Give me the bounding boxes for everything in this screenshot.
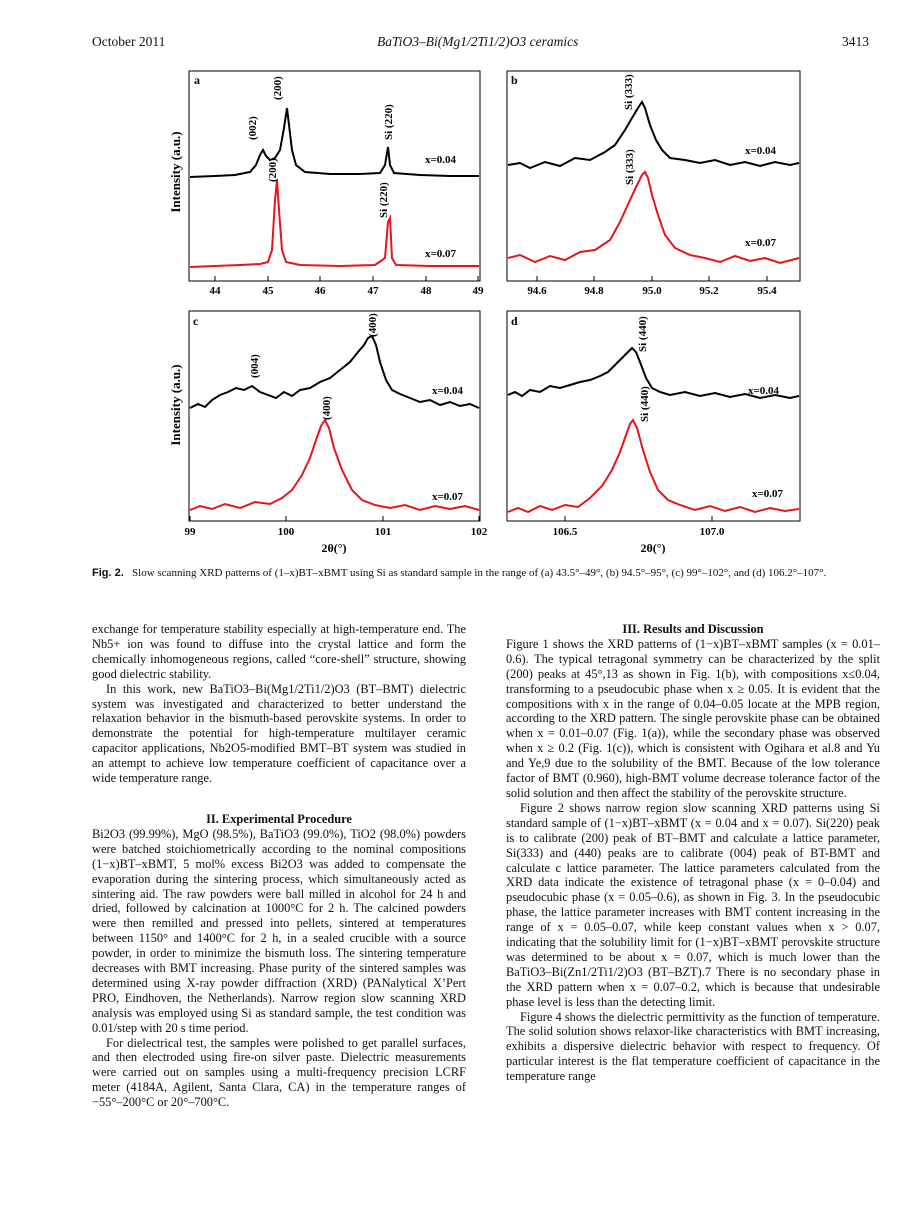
series-a-x004 (190, 108, 479, 177)
annot-a-002: (002) (247, 116, 259, 140)
annot-d-si440-top: Si (440) (637, 316, 649, 352)
legend-b-x007: x=0.07 (745, 237, 777, 249)
xrd-figure (0, 0, 923, 560)
annot-c-004: (004) (249, 354, 261, 378)
annot-c-400-bottom: (400) (321, 396, 333, 420)
left-paragraph-2: In this work, new BaTiO3–Bi(Mg1/2Ti1/2)O3 (BT–BMT) dielectric system was investigated and characterized to better understand the relaxation behavior in the bismuth-based perovskite systems. In order to demonstrate the potential for high-temperature multilayer ceramic capacitor applications, Nb2O5-modified BMT–BT system was studied in an attempt to achieve low temperature coefficient of capacitance over a wide temperature range. (92, 681, 466, 786)
tick-a-48: 48 (420, 285, 432, 297)
annot-b-si333-bottom: Si (333) (624, 149, 636, 185)
panel-label-d: d (511, 314, 518, 328)
tick-a-45: 45 (262, 285, 274, 297)
tick-c-101: 101 (374, 526, 392, 538)
right-paragraph-1: Figure 1 shows the XRD patterns of (1−x)BT–xBMT samples (x = 0.01–0.6). The typical tetragonal symmetry can be characterized by the split (200) peaks at 45°,13 as shown in Fig. 1(b), with compositions x≤0.04, transforming to a pseudocubic phase when x ≥ 0.05. It is evident that the compositions with x in the range of 0.04–0.05 locate at the MPB region, according to the XRD pattern. The single perovskite phase can be obtained when x = 0.01–0.07 (Fig. 1(a)), while the secondary phase was observed when x ≥ 0.2 (Fig. 1(c)), which is consistent with Ogihara et al.8 and Yu and Ye,9 due to the solubility of the BMT. Because of the low tolerance factor of BMT (0.960), high-BMT volume decrease tolerance factor of the solid solution and then affect the stability of the perovskite structure. (506, 636, 880, 800)
section-heading-experimental: II. Experimental Procedure (206, 811, 352, 826)
tick-b-95.2: 95.2 (699, 285, 719, 297)
legend-d-x004: x=0.04 (748, 385, 780, 397)
legend-a-x007: x=0.07 (425, 248, 457, 260)
panel-label-b: b (511, 73, 518, 87)
tick-a-46: 46 (314, 285, 326, 297)
right-paragraph-2: Figure 2 shows narrow region slow scanning XRD patterns using Si standard sample of (1−x)BT–xBMT (x = 0.04 and x = 0.07). Si(220) peak is to calibrate (200) peak of BT–BMT and calculate a lattice parameter, Si(333) and (440) peaks are to calibrate (004) peak of BT-BMT and calculate c lattice parameter. The lattice parameters calculated from the XRD data indicate the existence of tetragonal phase (x = 0–0.04) and pseudocubic phase (x = 0.05–0.6), as shown in Fig. 3. In the pseudocubic phase, the lattice parameter increases with BMT content increasing in the range of x = 0.05–0.07, while keep constant values when x > 0.07, indicating that the solubility limit for (1−x)BT–xBMT perovskite structure was determined to be about x = 0.07, which is much lower than the BaTiO3–Bi(Zn1/2Ti1/2)O3 (BT–BZT).7 There is no secondary phase in the XRD pattern when x = 0.07–0.2, which is because that undesirable phase level is less than the detecting limit. (506, 800, 880, 1009)
tick-b-95.4: 95.4 (757, 285, 777, 297)
tick-a-44: 44 (209, 285, 221, 297)
tick-c-102: 102 (470, 526, 488, 538)
tick-b-95.0: 95.0 (642, 285, 662, 297)
header-title: BaTiO3–Bi(Mg1/2Ti1/2)O3 ceramics (377, 34, 579, 49)
caption-text: Slow scanning XRD patterns of (1–x)BT–xBMT using Si as standard sample in the range of (a) 43.5°–49°, (b) 94.5°–95°, (c) 99°–102°, and (d) 106.2°–107°. (132, 567, 827, 579)
panel-label-a: a (194, 73, 200, 87)
tick-c-100: 100 (277, 526, 295, 538)
y-axis-label-top: Intensity (a.u.) (168, 131, 183, 213)
section-heading-results: III. Results and Discussion (622, 622, 764, 636)
series-b-x007 (508, 172, 799, 263)
right-column (506, 622, 880, 1084)
annot-b-si333-top: Si (333) (623, 74, 635, 110)
figure-caption (92, 566, 877, 580)
x-axis-label-d: 2θ(°) (640, 541, 666, 555)
header-date: October 2011 (92, 34, 166, 49)
annot-a-si220-top: Si (220) (383, 104, 395, 140)
tick-c-99: 99 (184, 526, 196, 538)
ticks-c (185, 516, 488, 538)
legend-a-x004: x=0.04 (425, 154, 457, 166)
annot-a-200-top: (200) (272, 76, 284, 100)
right-paragraph-3: Figure 4 shows the dielectric permittivity as the function of temperature. The solid solution shows relaxor-like characteristics with BMT increasing, exhibits a dispersive dielectric behavior with respect to frequency. Of particular interest is the flat temperature coefficient of capacitance in the temperature range (506, 1009, 880, 1084)
header-page-number: 3413 (842, 34, 869, 49)
tick-a-49: 49 (472, 285, 484, 297)
annot-c-400-top: (400) (367, 313, 379, 337)
annot-d-si440-bottom: Si (440) (639, 386, 651, 422)
tick-b-94.6: 94.6 (527, 285, 547, 297)
legend-d-x007: x=0.07 (752, 488, 784, 500)
panel-c (185, 311, 488, 555)
y-axis-label-bottom: Intensity (a.u.) (168, 364, 183, 446)
ticks-a (210, 276, 485, 297)
panel-label-c: c (193, 314, 199, 328)
x-axis-label-c: 2θ(°) (321, 541, 347, 555)
ticks-d (553, 516, 725, 538)
panel-b (507, 71, 800, 297)
tick-d-106.5: 106.5 (552, 526, 578, 538)
annot-a-si220-bottom: Si (220) (378, 182, 390, 218)
tick-b-94.8: 94.8 (584, 285, 604, 297)
panel-d (507, 311, 800, 555)
annot-a-200-bottom: (200) (267, 158, 279, 182)
tick-a-47: 47 (367, 285, 379, 297)
ticks-b (527, 276, 777, 297)
panel-a (189, 71, 484, 297)
left-column (92, 622, 466, 1110)
series-c-x004 (190, 336, 479, 408)
caption-label: Fig. 2. (92, 567, 124, 579)
left-paragraph-4: For dielectrical test, the samples were polished to get parallel surfaces, and then electroded using fire-on silver paste. Dielectric measurements were carried out on samples using a multi-frequency precision LCRF meter (4184A, Agilent, Santa Clara, CA) in the temperature ranges of −55°–200°C or 20°–700°C. (92, 1035, 466, 1110)
series-b-x004 (508, 102, 799, 168)
left-paragraph-1: exchange for temperature stability especially at high-temperature end. The Nb5+ ion was found to diffuse into the crystal lattice and form the chemically inhomogeneous regions, called “core-shell” structure, showing good dielectric stability. (92, 622, 466, 681)
left-paragraph-3: Bi2O3 (99.99%), MgO (98.5%), BaTiO3 (99.0%), TiO2 (98.0%) powders were batched stoichiometrically according to the nominal compositions (1−x)BT–xBMT, 5 mol% excess Bi2O3 was added to compensate the evaporation during the sintering process, which simultaneously acted as sintering aid. The raw powders were ball milled in alcohol for 24 h and dried, followed by calcination at 1000°C for 2 h. The calcined powders were then remilled and pressed into pellets, sintered at temperatures between 1150° and 1400°C for 2 h, in a sealed crucible with a source powder, in order to minimize the bismuth loss. The sintering temperature decreases with BMT increasing. Phase purity of the sintered samples was determined using X-ray powder diffraction (XRD) (PANalytical X’Pert PRO, Eindhoven, the Netherlands). Narrow region slow scanning XRD analysis was employed using Si as standard sample, the test condition was 0.01/step with 20 s time period. (92, 826, 466, 1035)
legend-c-x004: x=0.04 (432, 385, 464, 397)
legend-c-x007: x=0.07 (432, 491, 464, 503)
tick-d-107.0: 107.0 (699, 526, 725, 538)
legend-b-x004: x=0.04 (745, 145, 777, 157)
